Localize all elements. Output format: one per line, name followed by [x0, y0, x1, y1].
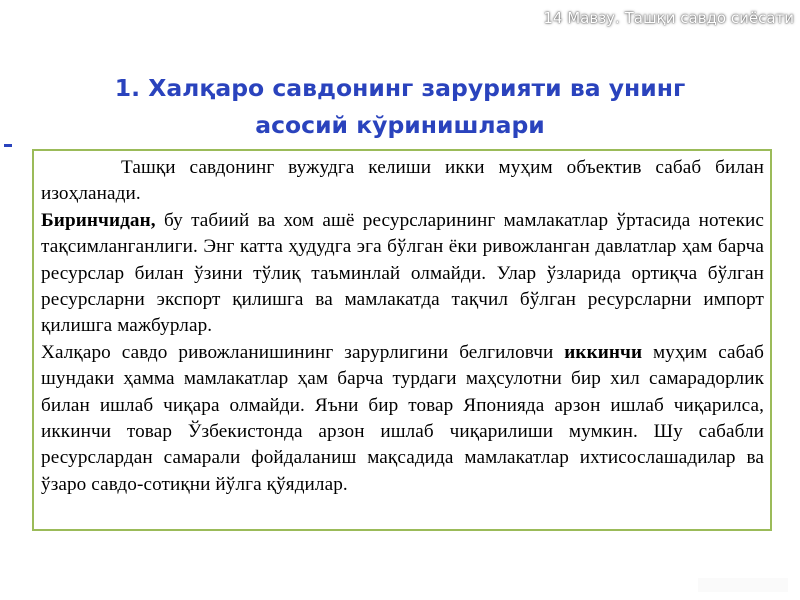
first-reason-heading: Биринчидан,	[41, 209, 156, 231]
first-reason-text: бу табиий ва хом ашё ресурсларининг мамлакатлар ўртасида нотекис тақсимланганлиги. Энг катта ҳудудга эга бўлган ёки ривожланган давлатлар ҳам барча ресурслар билан ўзини тўлиқ таъминлай олмайди. Улар ўзларида ортиқча бўлган ресурсларни экспорт қилишга ва мамлакатда тақчил бўлган ресурсларни импорт қилишга мажбурлар.	[41, 209, 764, 337]
second-reason-keyword: иккинчи	[564, 341, 643, 363]
slide-title-line-2	[0, 107, 800, 147]
title-underscore-mark	[4, 144, 12, 147]
paragraph-intro: Ташқи савдонинг вужудга келиши икки муҳим объектив сабаб билан изоҳланади.	[41, 157, 764, 205]
watermark	[698, 578, 788, 592]
slide-title-line-2-text: асосий кўринишлари	[255, 111, 545, 139]
second-reason-text: муҳим сабаб шундаки ҳамма мамлакатлар ҳам барча турдаги маҳсулотни бир хил самарадорлик билан ишлаб чиқара олмайди. Яъни бир товар Японияда арзон ишлаб чиқарилса, иккинчи товар Ўзбекистонда арзон ишлаб чиқарилиши мумкин. Шу сабабли ресурслардан самарали фойдаланиш мақсадида мамлакатлар ихтисослашадилар ва ўзаро савдо-сотиқни йўлга қўядилар.	[41, 341, 764, 495]
slide-title	[0, 70, 800, 147]
paragraph-second-reason	[41, 340, 764, 498]
topic-label: 14 Мавзу. Ташқи савдо сиёсати	[543, 9, 794, 27]
paragraph-first-reason	[41, 208, 764, 340]
second-reason-intro: Халқаро савдо ривожланишининг зарурлигини белгиловчи	[41, 341, 565, 363]
slide-title-line-1: 1. Халқаро савдонинг зарурияти ва унинг	[114, 74, 686, 102]
content-text-box	[32, 149, 772, 531]
